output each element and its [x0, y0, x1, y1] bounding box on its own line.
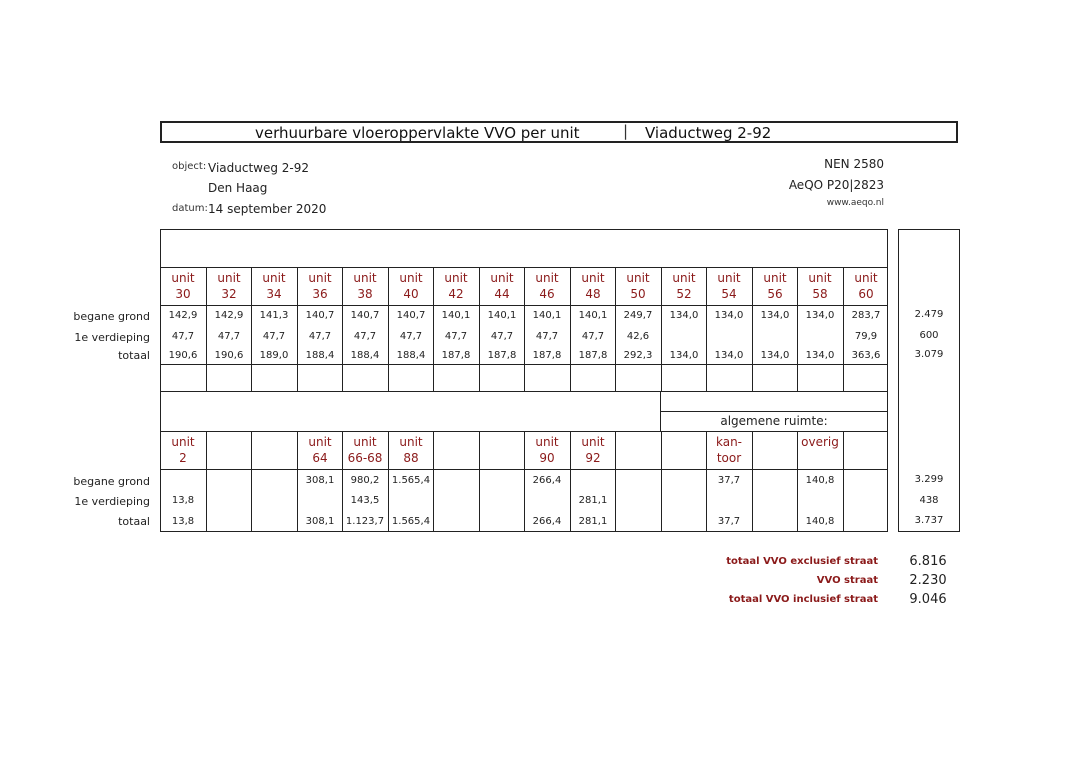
website-label: www.aeqo.nl	[826, 198, 884, 208]
t2-unit-label-line2: toor	[716, 451, 742, 465]
t2-cell-total: 140,8	[805, 516, 835, 527]
t1-cell-first: 47,7	[171, 331, 195, 342]
t1-cell-ground: 140,1	[487, 310, 517, 321]
t1-unit-label-line2: 60	[858, 287, 874, 301]
t2-cell-total: 308,1	[305, 516, 335, 527]
t2-unit-label-line1: overig	[801, 435, 839, 449]
t2-unit-label-line1: kan-	[715, 435, 743, 449]
city-value: Den Haag	[208, 181, 268, 195]
summary-label-excl: totaal VVO exclusief straat	[726, 556, 878, 567]
t2-cell-ground: 980,2	[350, 475, 380, 486]
summary-value-incl: 9.046	[909, 592, 947, 607]
t1-cell-total: 188,4	[305, 350, 335, 361]
t2-unit-label-line2: 88	[403, 451, 419, 465]
t1-cell-ground: 140,7	[350, 310, 380, 321]
t2-cell-total: 13,8	[171, 516, 195, 527]
t1-cell-ground: 134,0	[805, 310, 835, 321]
title-separator: |	[623, 122, 629, 140]
t1-cell-total: 190,6	[214, 350, 244, 361]
t1-cell-ground: 249,7	[623, 310, 653, 321]
t1-unit-label-line1: unit	[717, 271, 741, 285]
t2-cell-total: 1.123,7	[345, 516, 385, 527]
t1-cell-total: 134,0	[760, 350, 790, 361]
t2-unit-label-line2: 90	[539, 451, 555, 465]
t1-unit-label-line1: unit	[854, 271, 878, 285]
t1-cell-total: 190,6	[168, 350, 198, 361]
t1-label-total: totaal	[118, 349, 150, 362]
t1-cell-total: 187,8	[578, 350, 608, 361]
t2-unit-label-line1: unit	[399, 435, 423, 449]
general-header-top-line	[660, 411, 888, 412]
t1-unit-label-line2: 46	[539, 287, 555, 301]
t1-unit-label-line2: 32	[221, 287, 237, 301]
t1-total-first: 600	[919, 330, 939, 341]
t1-unit-label-line1: unit	[763, 271, 787, 285]
table1-bottom-line	[160, 391, 888, 392]
t1-unit-label-line1: unit	[308, 271, 332, 285]
title-right: Viaductweg 2-92	[645, 124, 772, 142]
t2-col-divider	[251, 431, 252, 532]
t1-cell-total: 188,4	[350, 350, 380, 361]
t1-cell-total: 134,0	[805, 350, 835, 361]
t1-cell-first: 47,7	[217, 331, 241, 342]
t1-unit-label-line2: 44	[494, 287, 510, 301]
t2-col-divider	[206, 431, 207, 532]
date-value: 14 september 2020	[208, 202, 327, 216]
t2-cell-total: 1.565,4	[391, 516, 431, 527]
summary-value-street: 2.230	[909, 573, 947, 588]
t2-unit-label-line1: unit	[353, 435, 377, 449]
t1-unit-label-line1: unit	[444, 271, 468, 285]
t2-cell-ground: 140,8	[805, 475, 835, 486]
t2-total-ground: 3.299	[914, 474, 944, 485]
t1-unit-label-line2: 36	[312, 287, 328, 301]
t2-cell-total: 281,1	[578, 516, 608, 527]
t1-unit-label-line1: unit	[626, 271, 650, 285]
t2-label-first: 1e verdieping	[74, 495, 150, 508]
t1-unit-label-line2: 54	[721, 287, 737, 301]
t1-cell-ground: 141,3	[259, 310, 289, 321]
t1-unit-label-line2: 34	[266, 287, 282, 301]
t1-cell-total: 187,8	[441, 350, 471, 361]
t1-unit-label-line1: unit	[399, 271, 423, 285]
t1-cell-total: 188,4	[396, 350, 426, 361]
t1-cell-ground: 134,0	[760, 310, 790, 321]
t1-cell-total: 187,8	[532, 350, 562, 361]
summary-label-street: VVO straat	[816, 575, 878, 586]
t1-cell-total: 134,0	[669, 350, 699, 361]
t1-cell-total: 187,8	[487, 350, 517, 361]
t2-col-divider	[661, 431, 662, 532]
t1-unit-label-line1: unit	[808, 271, 832, 285]
t2-cell-first: 281,1	[578, 495, 608, 506]
t1-cell-total: 292,3	[623, 350, 653, 361]
totals-column-frame	[898, 229, 960, 532]
norm-label: NEN 2580	[824, 157, 884, 171]
t1-unit-label-line2: 42	[448, 287, 464, 301]
t1-cell-ground: 140,7	[305, 310, 335, 321]
t1-unit-label-line1: unit	[171, 271, 195, 285]
t1-unit-label-line1: unit	[262, 271, 286, 285]
t1-cell-first: 47,7	[444, 331, 468, 342]
t1-cell-first: 47,7	[399, 331, 423, 342]
object-label: object:	[172, 161, 207, 172]
t2-cell-ground: 37,7	[717, 475, 741, 486]
t1-unit-label-line2: 30	[175, 287, 191, 301]
t1-unit-label-line2: 40	[403, 287, 419, 301]
t1-cell-first: 47,7	[581, 331, 605, 342]
t2-cell-first: 13,8	[171, 495, 195, 506]
t1-unit-label-line1: unit	[490, 271, 514, 285]
t1-cell-total: 363,6	[851, 350, 881, 361]
t2-unit-label-line1: unit	[171, 435, 195, 449]
t2-unit-label-line2: 66-68	[347, 451, 383, 465]
t2-unit-label-line2: 2	[179, 451, 187, 465]
t1-cell-ground: 140,1	[578, 310, 608, 321]
t2-unit-label-line2: 92	[585, 451, 601, 465]
t1-cell-ground: 140,1	[441, 310, 471, 321]
t1-cell-first: 47,7	[535, 331, 559, 342]
t1-cell-ground: 140,1	[532, 310, 562, 321]
t2-label-total: totaal	[118, 515, 150, 528]
title-left: verhuurbare vloeroppervlakte VVO per unit	[255, 124, 580, 142]
summary-value-excl: 6.816	[909, 554, 947, 569]
t1-total-ground: 2.479	[914, 309, 944, 320]
t2-col-divider	[752, 431, 753, 532]
t2-cell-ground: 308,1	[305, 475, 335, 486]
t1-unit-label-line2: 50	[630, 287, 646, 301]
t1-label-first: 1e verdieping	[74, 331, 150, 344]
general-space-header: algemene ruimte:	[720, 414, 828, 428]
t2-unit-label-line1: unit	[308, 435, 332, 449]
t2-cell-first: 143,5	[350, 495, 380, 506]
date-label: datum:	[172, 203, 208, 214]
t2-total-first: 438	[919, 495, 939, 506]
t1-unit-label-line2: 52	[676, 287, 692, 301]
t2-cell-total: 37,7	[717, 516, 741, 527]
t1-cell-first: 42,6	[626, 331, 650, 342]
t1-unit-label-line1: unit	[581, 271, 605, 285]
t1-unit-label-line2: 48	[585, 287, 601, 301]
t1-cell-ground: 283,7	[851, 310, 881, 321]
t1-unit-label-line2: 56	[767, 287, 783, 301]
t1-cell-ground: 134,0	[714, 310, 744, 321]
t1-unit-label-line2: 38	[357, 287, 373, 301]
object-value: Viaductweg 2-92	[208, 161, 310, 175]
t1-cell-ground: 142,9	[214, 310, 244, 321]
t1-unit-label-line1: unit	[535, 271, 559, 285]
t1-cell-total: 189,0	[259, 350, 289, 361]
t2-unit-label-line1: unit	[581, 435, 605, 449]
t1-cell-first: 47,7	[490, 331, 514, 342]
t1-unit-label-line1: unit	[217, 271, 241, 285]
t1-unit-label-line1: unit	[353, 271, 377, 285]
t1-cell-first: 47,7	[308, 331, 332, 342]
t2-col-divider	[479, 431, 480, 532]
t1-label-ground: begane grond	[73, 310, 150, 323]
t2-total-total: 3.737	[914, 515, 944, 526]
t1-cell-ground: 134,0	[669, 310, 699, 321]
t2-col-divider	[843, 431, 844, 532]
t2-cell-ground: 1.565,4	[391, 475, 431, 486]
t2-label-ground: begane grond	[73, 475, 150, 488]
t2-cell-total: 266,4	[532, 516, 562, 527]
summary-label-incl: totaal VVO inclusief straat	[728, 594, 878, 605]
t1-unit-label-line1: unit	[672, 271, 696, 285]
t1-cell-ground: 142,9	[168, 310, 198, 321]
t1-cell-first: 79,9	[854, 331, 878, 342]
t1-cell-first: 47,7	[262, 331, 286, 342]
t1-unit-label-line2: 58	[812, 287, 828, 301]
t2-cell-ground: 266,4	[532, 475, 562, 486]
title-bar	[160, 121, 958, 143]
t1-cell-first: 47,7	[353, 331, 377, 342]
t1-cell-total: 134,0	[714, 350, 744, 361]
t1-cell-ground: 140,7	[396, 310, 426, 321]
t1-total-total: 3.079	[914, 349, 944, 360]
reference-label: AeQO P20|2823	[788, 178, 884, 192]
t2-unit-label-line1: unit	[535, 435, 559, 449]
t2-unit-label-line2: 64	[312, 451, 328, 465]
